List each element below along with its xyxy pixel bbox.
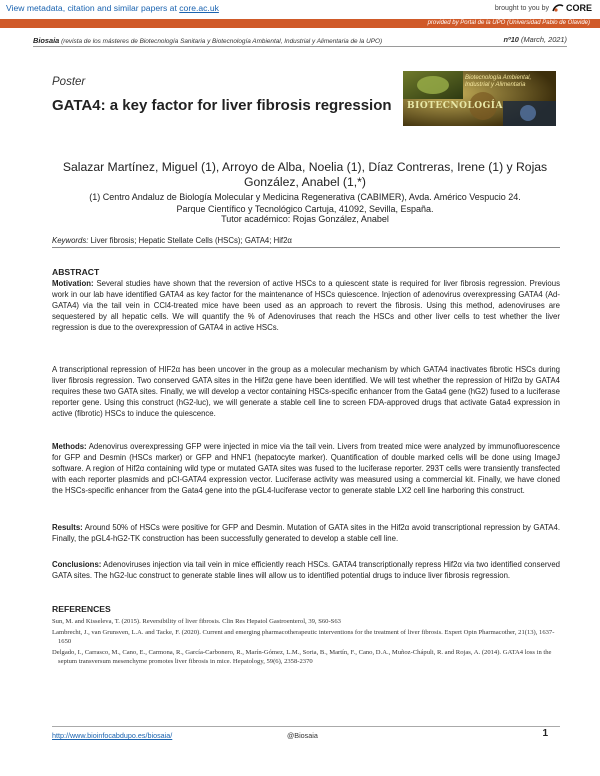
journal-subtitle: (revista de los másteres de Biotecnología Sanitaria y Biotecnología Ambiental, Industrial y Alimentaria de la UPO) xyxy=(61,38,383,45)
reference-item: Lambrecht, J., van Grunsven, L.A. and Tacke, F. (2020). Current and emerging pharmacotherapeutic interventions for the treatment of liver fibrosis. Expert Opin Pharmacother, 21(13), 1637-1650 xyxy=(52,629,555,646)
conclusions-label: Conclusions: xyxy=(52,560,102,569)
references-heading: REFERENCES xyxy=(52,604,111,614)
core-metadata-text: View metadata, citation and similar papers at core.ac.uk xyxy=(6,3,219,13)
core-logo: CORE xyxy=(552,3,592,13)
motivation-label: Motivation: xyxy=(52,279,94,288)
provided-by-bar xyxy=(0,19,600,28)
reference-item: Delgado, I., Carrasco, M., Cano, E., Carmona, R., García-Carbonero, R., Marín-Gómez, L.M., Soria, B., Martín, F., Cano, D.A., Muñoz-Chápuli, R. and Rojas, A. (2014). GATA4 loss in the septum transversum mesenchyme promotes liver fibrosis in mice. Hepatology, 59(6), 2358-2370 xyxy=(52,649,552,666)
paragraph-hif2a: A transcriptional repression of HIF2α has been uncover in the group as a molecular mechanism by which GATA4 inactivates fibrotic HSCs during liver fibrosis regression. Two conserved GATA sites in the Hif2α gene have been identified. We will test whether the repression of Hif2α by GATA4 requires these two GATA sites. Finally, we will develop a vector containing HSCs-specific enhancer from the Gata4 gene (hG2) fused to a luciferase reporter gene. Using this construct (hG2-luc), we will generate a stable cell line to screen FDA-approved drugs that activate Gata4 expression in active (fibrotic) HSCs to induce the quiescence. xyxy=(52,365,560,418)
core-banner xyxy=(0,0,600,18)
core-brand[interactable] xyxy=(495,3,592,13)
methods-label: Methods: xyxy=(52,442,87,451)
motivation-paragraph xyxy=(52,278,560,333)
cover-image-title: BIOTECNOLOGÍA xyxy=(407,101,503,111)
cover-image-caption: Biotecnología Ambiental, Industrial y Alimentaria xyxy=(465,75,532,88)
reference-item: Sun, M. and Kisseleva, T. (2015). Reversibility of liver fibrosis. Clin Res Hepatol Gastroenterol, 39, S60-S63 xyxy=(52,618,341,625)
keywords-divider xyxy=(52,247,560,248)
brought-to-you-text: brought to you by xyxy=(494,4,549,12)
footer-divider xyxy=(52,726,560,727)
paper-title: GATA4: a key factor for liver fibrosis regression xyxy=(52,97,392,114)
affiliation-line-1: (1) Centro Andaluz de Biología Molecular y Medicina Regenerativa (CABIMER), Avda. Américo Vespucio 24. xyxy=(89,192,521,202)
footer-handle: @Biosaia xyxy=(287,731,318,740)
methods-paragraph xyxy=(52,441,560,496)
methods-text: Adenovirus overexpressing GFP were injected in mice via the tail vein. Livers from treated mice were analyzed by immunofluorescence for GFP and Desmin (HSCs marker) or GFP and HNF1 (hepatocyte marker). Quantification of double marked cells will be done using ImageJ software. A region of Hif2α containing wild type or mutated GATA sites was fused to the luciferase reporter. 293T cells were transiently transfected with each reporter plasmids and pCI-GATA4 expression vector. Luciferase activity was measured using a commercial kit. Finally, we have cloned the HSCs-specific enhancer from the Gata4 gene into the pGL4-luciferase vector to generate stable LX2 cell line harboring this construct. xyxy=(52,442,560,495)
conclusions-paragraph xyxy=(52,559,560,581)
journal-cover-image xyxy=(403,71,556,126)
results-label: Results: xyxy=(52,523,83,532)
affiliation-line-2: Parque Científico y Tecnológico Cartuja, 41092, Sevilla, España. xyxy=(176,204,434,214)
journal-issue xyxy=(503,35,567,44)
results-paragraph xyxy=(52,522,560,544)
motivation-text: Several studies have shown that the reversion of active HSCs to a quiescent state is required for liver fibrosis regression. Previous work in our lab have identified GATA4 as key factor for the maintenance of HSCs quiescence. Injection of adenovirus overexpressing GATA4 (Ad-GATA4) via the tail vein in CCl4-treated mice have been used as an approach to revert the fibrosis. Using this method, adenoviruses are sequestered by all hepatic cells. We will quantify the % of Adenoviruses that reach the HSCs and other liver cells to test whether the liver regression is due to the overexpression of GATA4 in active HSCs. xyxy=(52,279,560,332)
academic-tutor: Tutor académico: Rojas González, Anabel xyxy=(221,214,389,224)
results-text: Around 50% of HSCs were positive for GFP and Desmin. Mutation of GATA sites in the Hif2α avoid transcriptional repression by GATA4. Finally, the pGL4-hG2-TK construction has been successfully generated to develop a stable cell line. xyxy=(52,523,560,543)
issue-number: nº10 xyxy=(503,35,519,44)
journal-header xyxy=(33,36,567,45)
abstract-heading: ABSTRACT xyxy=(52,267,100,277)
header-divider xyxy=(33,46,567,47)
authors: Salazar Martínez, Miguel (1), Arroyo de Alba, Noelia (1), Díaz Contreras, Irene (1) y Rojas González, Anabel (1,*) xyxy=(62,160,548,189)
core-logo-icon xyxy=(552,3,564,13)
core-link[interactable]: core.ac.uk xyxy=(179,3,219,13)
article-type: Poster xyxy=(52,76,86,88)
keywords-text: Liver fibrosis; Hepatic Stellate Cells (HSCs); GATA4; Hif2α xyxy=(88,236,292,245)
provided-by-text: provided by Portal de la UPO (Universidad Pablo de Olavide) xyxy=(427,20,590,26)
issue-date: (March, 2021) xyxy=(520,35,567,44)
footer-journal-link[interactable]: http://www.bioinfocabdupo.es/biosaia/ xyxy=(52,731,173,740)
keywords xyxy=(52,236,292,245)
journal-name: Biosaia xyxy=(33,36,60,45)
conclusions-text: Adenoviruses injection via tail vein in mice efficiently reach HSCs. GATA4 transcriptionally repress Hif2α via two identified conserved GATA sites. The hG2-luc construct to generate stable lines will allow us to identified potential drugs to induce liver fibrosis regression. xyxy=(52,560,560,580)
page-number: 1 xyxy=(542,728,548,739)
keywords-label: Keywords: xyxy=(52,236,89,245)
affiliation xyxy=(60,191,550,215)
